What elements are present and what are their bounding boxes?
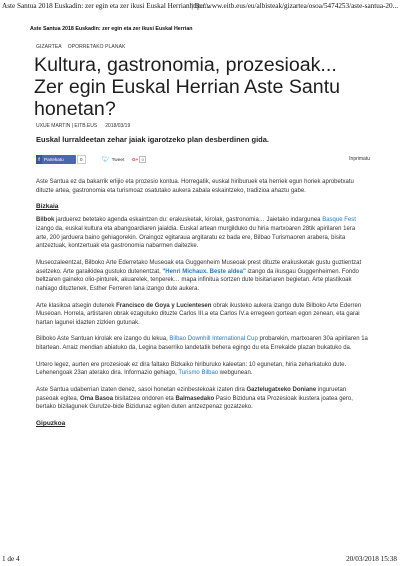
author: UXUE MARTIN | EITB.EUS — [36, 123, 98, 129]
paragraph: Aste Santua udaberrian izaten denez, sasoi honetan ezinbestekoak izaten dira Gaztelugatxeko Doniane inguruetan paseoak egitea, Oma Basoa bisitatzea ondoren eta Balmasedako Pasio Bizidunа eta Prozesioak ikustera joatea gero, bertako bizilagunek Gurutze-bide Bizidunaz egiten duten antzezpenaz gozatzeko. — [36, 387, 353, 411]
bird-icon: 🐦︎ — [102, 157, 110, 163]
print-link[interactable]: Inprimatu — [349, 156, 370, 162]
page-number: 1 de 4 — [2, 555, 20, 563]
facebook-icon: f — [36, 155, 42, 164]
gplus-button[interactable] — [132, 156, 146, 163]
paragraph: Bilboko Aste Santuan kirolak ere izango du lekua, Bilbao Downhill International Cup probarekin, martxoaren 30a apirilaren 1a bitartean. Arraiz mendian abiatuko da, Legina baserriko landetatik behera egingo du eta Errekalde plazan bukatuko da. — [36, 336, 368, 352]
tweet-button[interactable] — [102, 156, 124, 163]
downhill-cup-link[interactable]: Bilbao Downhill International Cup — [169, 336, 258, 343]
article-body — [36, 178, 368, 427]
intro-paragraph: Aste Santua ez da bakarrik erlijio eta prozesio kontua. Horregatik, euskal hiriburuek eta herriek egun horiek aprobetxatu dituzte artea, gastronomia eta turismoaz osatutako aukera zabala eskaintzeko, tradizioa ahaztu gabe. — [36, 179, 354, 194]
facebook-share-button[interactable] — [36, 155, 76, 164]
section-heading-gipuzkoa: Gipuzkoa — [36, 420, 66, 428]
article — [30, 26, 370, 433]
document-title: Aste Santua 2018 Euskadin: zer egin eta zer ikusi Euskal Herrian — [30, 26, 193, 32]
article-lead: Euskal lurraldeetan zehar jaiak igarotzeko plan desberdinen gida. — [36, 135, 269, 144]
section-heading-bizkaia: Bizkaia — [36, 203, 59, 211]
paragraph: Urtero legez, aurten ere prozesioak ez dira faltako Bizkaiko hiriburuko kaleetan: 10 egunetan, hiria zeharkatuko dute. Lehenengoak 23an aterako dira. Informazio gehiago, Turismo Bilbao webgunean. — [36, 361, 347, 377]
subsection-link[interactable]: OPORRETAKO PLANAK — [67, 44, 126, 50]
publish-date: 2018/03/19 — [105, 123, 131, 129]
paragraph: Bilbok jarduerez betetako agenda eskaintzen du: erakusketak, kirolak, gastronomia… Jaietako indargunea Basque Fest izango da, euskal kultura eta abangoardiaren jaialdia. Euskal artean murgilduko du hiria martxoaren 28tik apirilaren 1era arte, 200 jarduera baino gehiagorekin. Oraingoz egitaraua argitaratu ez bada ere, Bilbao Turismaoren arabera, bisita antzeztuak, kontzertuak eta gastronomia nabarmen daitezke. — [36, 217, 356, 250]
exhibition-title: "Henri Michaux. Beste aldea" — [162, 268, 246, 275]
breadcrumb — [36, 44, 370, 50]
facebook-share-count: 0 — [77, 155, 86, 164]
turismo-bilbao-link[interactable]: Turismo Bilbao — [178, 370, 219, 377]
tweet-label: Tweet — [111, 158, 125, 163]
gplus-count: 0 — [139, 156, 146, 163]
print-header-url: http://www.eitb.eus/eu/albisteak/gizartea/osoa/5474253/aste-santua-20... — [189, 2, 398, 10]
print-header-title: Aste Santua 2018 Euskadin: zer egin eta zer ikusi Euskal Herrian | Ber... — [2, 2, 211, 10]
gplus-icon: G+ — [132, 157, 139, 162]
paragraph: Arte klasikoa atsegin dutenek Francisco de Goya y Lucientesen obrak ikusteko aukera izango dute Bilboko Arte Ederren Museoan. Horrela, artistaren obrak ezagutuko dituzte Carlos III.a eta Carlos IV.a erregeen gortean egon zenean, eta garai hartan lagunei idazten zizkien gutunak. — [36, 302, 362, 326]
byline — [36, 123, 370, 129]
share-bar — [36, 154, 370, 166]
paragraph: Museozaleentzat, Bilboko Arte Ederretako Museoak eta Guggenheim Museoak prest dituzte erakusketak gustu guztientzat asetzeko. Arte garaikidea gustuko dutenentzat, "Henri Michaux. Beste aldea" izango da ikusgau Guggenheimen. Fondo beltzaren gaineko olio-pinturek, akuarelek, tenperek… mapa infinitua sortzen dute bisitariaren begietan. Arte plastikoak nahiago dituztenek, Esther Ferreren lana izango dute aukera. — [36, 259, 362, 292]
print-timestamp: 20/03/2018 15:38 — [346, 555, 397, 563]
facebook-share-label: Partekatu — [44, 157, 64, 162]
section-link[interactable]: GIZARTEA — [36, 44, 62, 50]
print-header — [0, 0, 400, 14]
basque-fest-link[interactable]: Basque Fest — [322, 217, 356, 224]
print-footer — [0, 553, 400, 566]
page-title: Kultura, gastronomia, prozesioak... Zer egin Euskal Herrian Aste Santu honetan? — [34, 54, 341, 120]
